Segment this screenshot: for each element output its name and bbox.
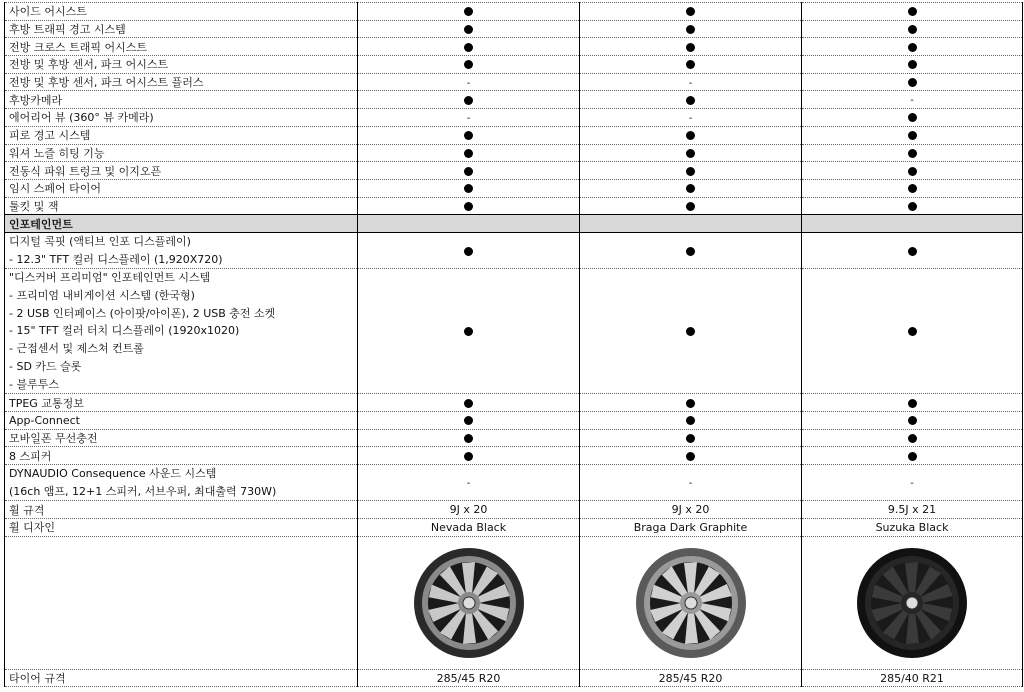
value-cell (358, 447, 580, 465)
value-cell (802, 465, 1023, 501)
table-row (5, 429, 1023, 447)
included-dot-icon (686, 452, 695, 461)
row-label: 피로 경고 시스템 (5, 126, 358, 144)
row-label-line: - 2 USB 인터페이스 (아이팟/아이폰), 2 USB 충전 소켓 (9, 306, 276, 320)
value-text: Braga Dark Graphite (580, 519, 802, 537)
row-label: 에어리어 뷰 (360° 뷰 카메라) (5, 109, 358, 127)
included-dot-icon (464, 149, 473, 158)
included-dot-icon (464, 96, 473, 105)
row-label: 휠 규격 (5, 501, 358, 519)
value-cell (580, 394, 802, 412)
included-dot-icon (686, 399, 695, 408)
table-row (5, 20, 1023, 38)
value-text: 285/40 R21 (802, 669, 1023, 687)
value-cell (358, 232, 580, 268)
value-cell (802, 411, 1023, 429)
row-label-line: (16ch 앰프, 12+1 스피커, 서브우퍼, 최대출력 730W) (9, 484, 277, 498)
table-row (5, 447, 1023, 465)
value-cell (802, 144, 1023, 162)
included-dot-icon (464, 43, 473, 52)
row-label: 전방 및 후방 센서, 파크 어시스트 플러스 (5, 73, 358, 91)
wheel-image-cell (358, 536, 580, 669)
table-row (5, 179, 1023, 197)
included-dot-icon (686, 25, 695, 34)
value-cell (580, 162, 802, 180)
value-cell (580, 179, 802, 197)
included-dot-icon (686, 247, 695, 256)
included-dot-icon (464, 131, 473, 140)
value-cell (802, 73, 1023, 91)
included-dot-icon (686, 7, 695, 16)
table-row (5, 519, 1023, 537)
value-cell (580, 56, 802, 74)
empty-label-cell (5, 536, 358, 669)
value-cell (802, 232, 1023, 268)
table-row (5, 394, 1023, 412)
wheel-suzuka-image (856, 547, 968, 659)
value-cell (580, 126, 802, 144)
value-cell (358, 411, 580, 429)
included-dot-icon (686, 184, 695, 193)
value-cell (802, 3, 1023, 21)
value-cell (358, 269, 580, 394)
included-dot-icon (908, 25, 917, 34)
value-cell (802, 197, 1023, 215)
table-row (5, 197, 1023, 215)
included-dot-icon (908, 78, 917, 87)
section-empty-cell (358, 215, 580, 233)
included-dot-icon (686, 202, 695, 211)
table-row (5, 73, 1023, 91)
value-cell (358, 20, 580, 38)
included-dot-icon (908, 416, 917, 425)
value-cell (580, 73, 802, 91)
value-text: - (466, 77, 471, 89)
value-cell (358, 56, 580, 74)
value-cell (802, 126, 1023, 144)
row-label-line: DYNAUDIO Consequence 사운드 시스템 (9, 467, 217, 481)
row-label: 전방 및 후방 센서, 파크 어시스트 (5, 56, 358, 74)
included-dot-icon (908, 202, 917, 211)
value-cell (358, 465, 580, 501)
table-row (5, 162, 1023, 180)
included-dot-icon (908, 149, 917, 158)
value-cell (358, 394, 580, 412)
included-dot-icon (908, 43, 917, 52)
value-cell (358, 144, 580, 162)
included-dot-icon (686, 434, 695, 443)
included-dot-icon (464, 399, 473, 408)
section-title: 인포테인먼트 (5, 215, 358, 233)
included-dot-icon (686, 60, 695, 69)
row-label: 임시 스페어 타이어 (5, 179, 358, 197)
value-cell (580, 109, 802, 127)
row-label: 전동식 파워 트렁크 및 이지오픈 (5, 162, 358, 180)
row-label: 모바일폰 무선충전 (5, 429, 358, 447)
value-cell (802, 91, 1023, 109)
value-cell (358, 91, 580, 109)
value-cell (580, 465, 802, 501)
row-label: 전방 크로스 트래픽 어시스트 (5, 38, 358, 56)
value-text: - (910, 478, 914, 490)
value-cell (580, 232, 802, 268)
value-text: - (910, 95, 914, 107)
table-row (5, 91, 1023, 109)
included-dot-icon (686, 43, 695, 52)
section-empty-cell (580, 215, 802, 233)
table-row (5, 126, 1023, 144)
value-text: 9.5J x 21 (802, 501, 1023, 519)
value-cell (802, 394, 1023, 412)
included-dot-icon (686, 416, 695, 425)
value-text: - (466, 112, 471, 124)
value-cell (580, 144, 802, 162)
value-cell (580, 38, 802, 56)
wheel-image-row (5, 536, 1023, 669)
value-cell (802, 269, 1023, 394)
value-cell (358, 3, 580, 21)
row-label-line: "디스커버 프리미엄" 인포테인먼트 시스템 (9, 271, 211, 285)
included-dot-icon (908, 60, 917, 69)
row-label: 워셔 노즐 히팅 기능 (5, 144, 358, 162)
table-row (5, 109, 1023, 127)
table-row (5, 38, 1023, 56)
value-text: 285/45 R20 (580, 669, 802, 687)
row-label-line: - 근접센서 및 제스쳐 컨트롤 (9, 342, 144, 356)
included-dot-icon (464, 327, 473, 336)
included-dot-icon (908, 399, 917, 408)
included-dot-icon (464, 452, 473, 461)
row-label: App-Connect (5, 411, 358, 429)
value-cell (580, 91, 802, 109)
included-dot-icon (464, 434, 473, 443)
value-cell (802, 429, 1023, 447)
value-text: 285/45 R20 (358, 669, 580, 687)
included-dot-icon (908, 131, 917, 140)
table-row (5, 3, 1023, 21)
value-text: - (688, 77, 693, 89)
included-dot-icon (464, 416, 473, 425)
row-label: 툴킷 및 잭 (5, 197, 358, 215)
value-text: Suzuka Black (802, 519, 1023, 537)
wheel-nevada-image (413, 547, 525, 659)
section-header-row (5, 215, 1023, 233)
value-cell (802, 447, 1023, 465)
wheel-image-cell (802, 536, 1023, 669)
value-text: 9J x 20 (580, 501, 802, 519)
row-label-line: - 12.3" TFT 컬러 디스플레이 (1,920X720) (9, 252, 223, 266)
included-dot-icon (464, 202, 473, 211)
included-dot-icon (908, 327, 917, 336)
row-label: 8 스피커 (5, 447, 358, 465)
included-dot-icon (908, 7, 917, 16)
included-dot-icon (464, 60, 473, 69)
included-dot-icon (464, 7, 473, 16)
value-cell (580, 429, 802, 447)
value-text: - (688, 112, 693, 124)
row-label (5, 465, 358, 501)
table-row (5, 269, 1023, 394)
table-row (5, 144, 1023, 162)
value-cell (358, 179, 580, 197)
included-dot-icon (908, 452, 917, 461)
wheel-braga-image (635, 547, 747, 659)
table-row (5, 232, 1023, 268)
included-dot-icon (464, 167, 473, 176)
value-cell (802, 56, 1023, 74)
value-cell (358, 109, 580, 127)
value-text: Nevada Black (358, 519, 580, 537)
row-label: 타이어 규격 (5, 669, 358, 687)
included-dot-icon (464, 184, 473, 193)
table-row (5, 465, 1023, 501)
value-cell (358, 197, 580, 215)
included-dot-icon (908, 434, 917, 443)
value-cell (580, 269, 802, 394)
value-cell (802, 109, 1023, 127)
row-label-line: - 프리미엄 내비게이션 시스템 (한국형) (9, 289, 195, 303)
value-cell (358, 73, 580, 91)
included-dot-icon (908, 247, 917, 256)
value-cell (358, 126, 580, 144)
value-cell (580, 411, 802, 429)
row-label-line: - SD 카드 슬롯 (9, 359, 82, 373)
row-label-line: - 15" TFT 컬러 터치 디스플레이 (1920x1020) (9, 324, 240, 338)
row-label: 후방 트래픽 경고 시스템 (5, 20, 358, 38)
included-dot-icon (464, 25, 473, 34)
value-cell (580, 3, 802, 21)
value-text: - (466, 478, 471, 490)
row-label (5, 232, 358, 268)
value-cell (580, 197, 802, 215)
table-row (5, 501, 1023, 519)
included-dot-icon (908, 167, 917, 176)
included-dot-icon (686, 327, 695, 336)
row-label: TPEG 교통정보 (5, 394, 358, 412)
value-cell (802, 20, 1023, 38)
table-row (5, 411, 1023, 429)
row-label: 사이드 어시스트 (5, 3, 358, 21)
row-label: 후방카메라 (5, 91, 358, 109)
value-text: - (688, 478, 693, 490)
value-cell (802, 38, 1023, 56)
included-dot-icon (686, 149, 695, 158)
value-cell (580, 447, 802, 465)
table-row (5, 669, 1023, 687)
value-cell (358, 162, 580, 180)
value-cell (802, 179, 1023, 197)
included-dot-icon (908, 184, 917, 193)
section-empty-cell (802, 215, 1023, 233)
table-row (5, 56, 1023, 74)
included-dot-icon (908, 113, 917, 122)
row-label (5, 269, 358, 394)
wheel-image-cell (580, 536, 802, 669)
included-dot-icon (464, 247, 473, 256)
value-cell (358, 429, 580, 447)
value-text: 9J x 20 (358, 501, 580, 519)
row-label-line: - 블루투스 (9, 377, 59, 391)
spec-table (4, 2, 1023, 687)
value-cell (802, 162, 1023, 180)
included-dot-icon (686, 131, 695, 140)
row-label: 휠 디자인 (5, 519, 358, 537)
included-dot-icon (686, 167, 695, 176)
value-cell (358, 38, 580, 56)
included-dot-icon (686, 96, 695, 105)
value-cell (580, 20, 802, 38)
row-label-line: 디지털 콕핏 (액티브 인포 디스플레이) (9, 234, 191, 248)
